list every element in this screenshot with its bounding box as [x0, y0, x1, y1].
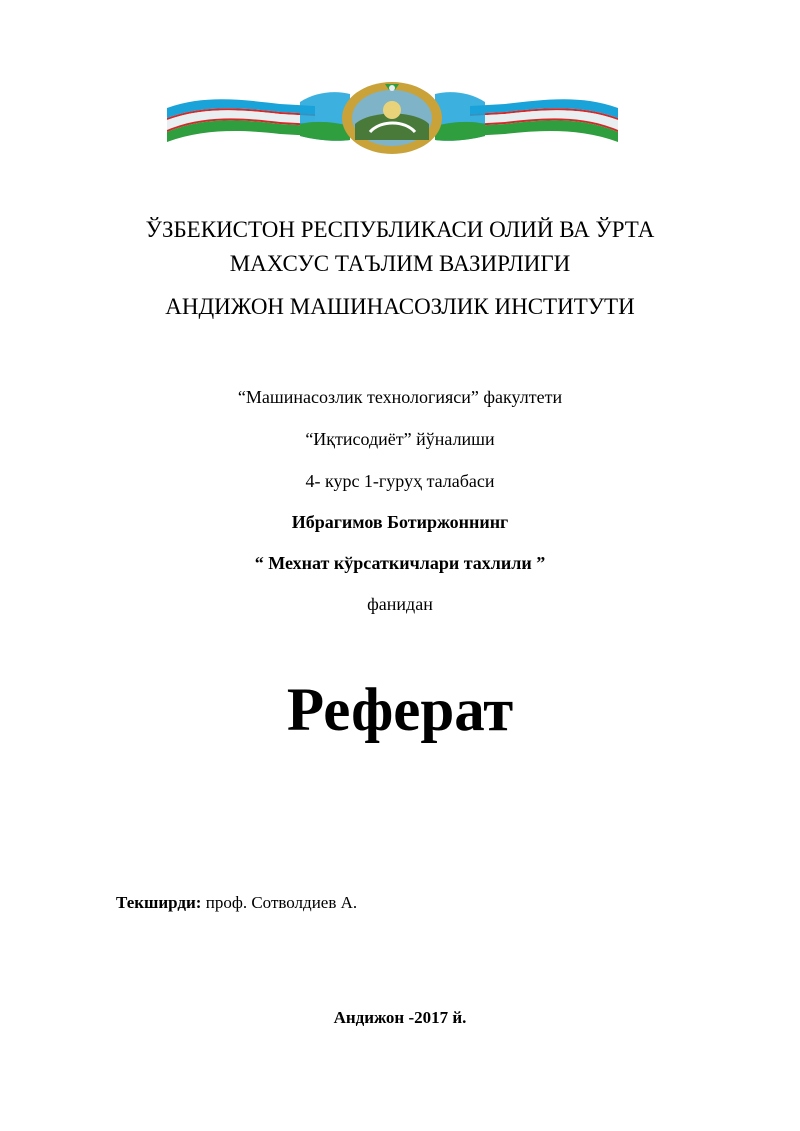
checker-name: проф. Сотволдиев А.: [205, 893, 358, 912]
subject-suffix: фанидан: [367, 594, 433, 614]
checker: [116, 893, 357, 913]
coat-of-arms: [342, 82, 442, 154]
direction: “Иқтисодиёт” йўналиши: [305, 429, 495, 449]
document-title: Реферат: [286, 677, 514, 744]
faculty: “Машинасозлик технологияси” факултети: [237, 387, 563, 407]
subject-name: “ Мехнат кўрсаткичлари тахлили ”: [254, 553, 546, 573]
flag-ribbon-right: [470, 99, 618, 142]
student-name: Ибрагимов Ботиржоннинг: [291, 512, 509, 532]
course-group: 4- курс 1-гуруҳ талабаси: [305, 471, 495, 491]
ministry-line-1: ЎЗБЕКИСТОН РЕСПУБЛИКАСИ ОЛИЙ ВА ЎРТА: [145, 217, 655, 242]
institute-name: АНДИЖОН МАШИНАСОЗЛИК ИНСТИТУТИ: [165, 294, 635, 319]
ministry-line-2: МАХСУС ТАЪЛИМ ВАЗИРЛИГИ: [229, 251, 571, 276]
checker-label: Текширди:: [116, 893, 202, 912]
state-emblem-icon: [165, 80, 620, 155]
place-year: Андижон -2017 й.: [333, 1008, 467, 1027]
flag-ribbon-left: [167, 99, 315, 142]
